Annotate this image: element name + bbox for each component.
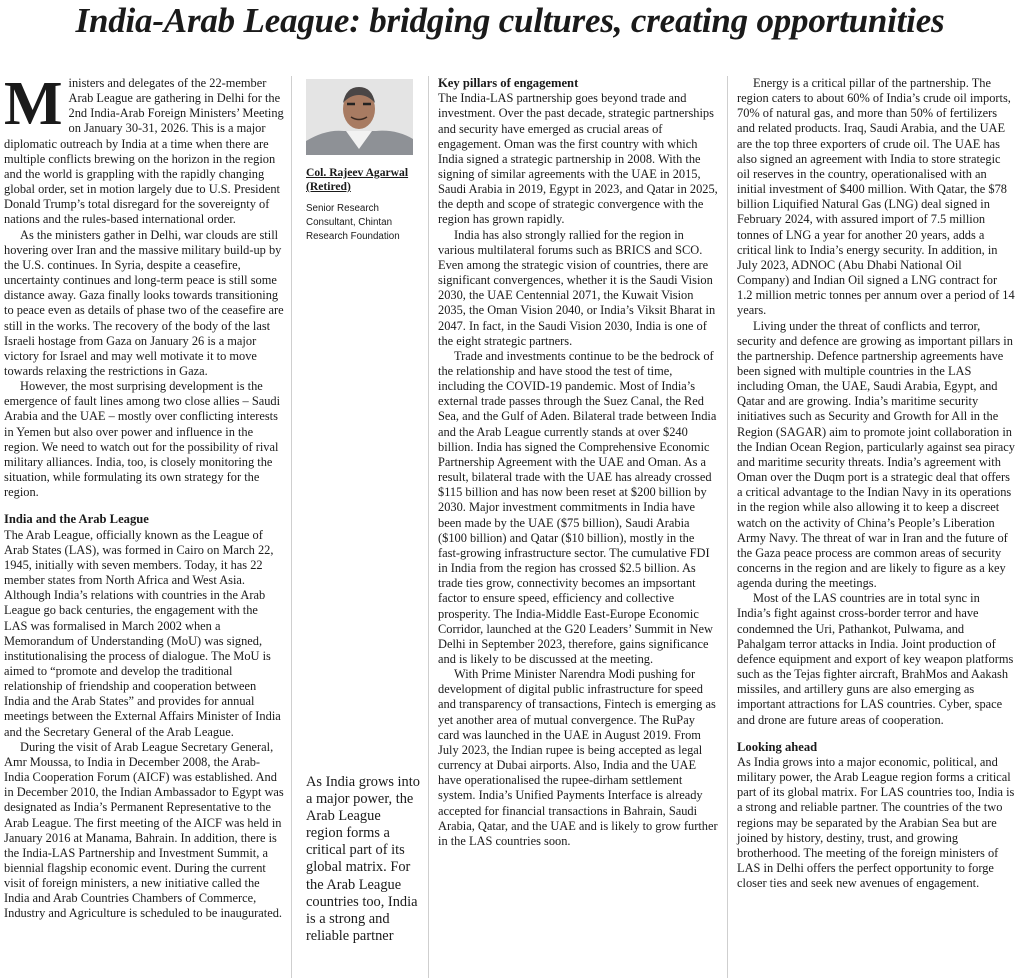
column-divider	[428, 76, 429, 978]
column-divider	[727, 76, 728, 978]
article-column-4	[737, 76, 1015, 891]
author-name: Col. Rajeev Agarwal (Retired)	[306, 166, 409, 193]
paragraph: As the ministers gather in Delhi, war clouds are still hovering over Iran and the massive military build-up by the U.S. continues. In Syria, despite a ceasefire, uncertainty continues and long-term peace is still some distance away. Gaza finally looks towards transitioning to peace even as details of phase two of the ceasefire are still in the works. The recovery of the body of the last Israeli hostage from Gaza on January 26 is a major victory for Israel and may well motivate it to move towards relaxing the restrictions in Gaza.	[4, 227, 284, 378]
paragraph: As India grows into a major economic, political, and military power, the Arab League region forms a critical part of its global matrix. For LAS countries too, India is a strong and reliable partner. The countries of the two regions may be separated by the Arabian Sea but are joined by history, destiny, trust, and growing brotherhood. The meeting of the foreign ministers of LAS in Delhi offers the perfect opportunity to forge closer ties and seek new avenues of engagement.	[737, 754, 1015, 891]
article-column-3	[438, 76, 718, 849]
paragraph: Most of the LAS countries are in total sync in India’s fight against cross-border terror and have condemned the Uri, Pathankot, Pulwama, and Pahalgam terror attacks in India. Joint production of defence equipment and export of key weapon platforms such as the Tejas fighter aircraft, BrahMos and Aakash missiles, and artillery guns are also emerging as important attractions for LAS countries. Cyber, space and drone are future areas of cooperation.	[737, 591, 1014, 727]
paragraph: Energy is a critical pillar of the partnership. The region caters to about 60% of India’s crude oil imports, 70% of natural gas, and more than 50% of fertilizers and related products. Iraq, Saudi Arabia, and the UAE are the top three exporters of crude oil. The UAE has also signed an agreement with India to store strategic oil reserves in the country, operationalised with an initial investment of $400 million. With Qatar, the $78 billion Liquified Natural Gas (LNG) deal signed in February 2024, with assured import of 7.5 million tonnes of LNG a year for another 20 years, adds a critical link to India’s energy security. In addition, in July 2023, ADNOC (Abu Dhabi National Oil Company) and Indian Oil signed a LNG contract for 1.2 million metric tonnes per annum over a period of 14 years.	[737, 76, 1015, 318]
section-heading: India and the Arab League	[4, 512, 149, 527]
paragraph: Living under the threat of conflicts and terror, security and defence are growing as important pillars in the partnership. Defence partnership agreements have been signed with multiple countries in the LAS including Oman, the UAE, Saudi Arabia, Egypt, and Qatar and are growing. India’s maritime security initiatives such as Security and Growth for All in the Region (SAGAR) aim to promote joint collaboration in the Indian Ocean Region, particularly against sea piracy and maritime security threats. India’s agreement with Oman over the Duqm port is a strategic deal that offers a critical advantage to the Indian Navy in its operations in the region while also allowing it to keep a discreet watch on the activity of China’s People’s Liberation Army Navy. The threat of war in Iran and the future of the Gaza peace process are common areas of security concerns in the region and are likely to figure as a key agenda during the meetings.	[737, 318, 1015, 591]
paragraph: The Arab League, officially known as the League of Arab States (LAS), was formed in Cairo on March 22, 1945, initially with seven members. Today, it has 22 member states from North Africa and West Asia. Although India’s relations with countries in the Arab League go back centuries, the engagement with the LAS was formalised in March 2002 when a Memorandum of Understanding (MoU) was signed, institutionalising the process of dialogue. The MoU is aimed to “promote and develop the traditional relationship of friendship and cooperation between India and the Arab States” and provides for annual meetings between the External Affairs Minister of India and the Secretary General of the Arab League.	[4, 527, 281, 739]
article-column-1	[4, 70, 284, 922]
paragraph: With Prime Minister Narendra Modi pushing for development of digital public infrastructure for speed and transparency of transactions, Fintech is emerging as yet another area of mutual convergence. The RuPay card was launched in the UAE in August 2019. From July 2023, the Indian rupee is being accepted as legal currency at Dubai airports. Also, India and the UAE have operationalised the rupee-dirham settlement system. India’s Unified Payments Interface is already accepted for financial transactions in Bahrain, Saudi Arabia, Qatar, and the UAE and is likely to grow further in the LAS countries soon.	[438, 667, 718, 848]
author-photo	[306, 79, 413, 155]
paragraph: India has also strongly rallied for the region in various multilateral forums such as BRICS and SCO. Even among the strategic vision of countries, there are significant convergences, whether it is the Saudi Vision 2030, the UAE Centennial 2071, the Kuwait Vision 2035, the Oman Vision 2040, or India’s Viksit Bharat in 2047. In fact, in the Saudi Vision 2030, India is one of the eight strategic partners.	[438, 227, 716, 348]
pull-quote: As India grows into a major power, the Arab League region forms a critical part of its global matrix. For the Arab League countries too, India is a strong and reliable partner	[306, 774, 420, 944]
paragraph: However, the most surprising development is the emergence of fault lines among two close allies – Saudi Arabia and the UAE – mostly over conflicting interests in Yemen but also over power and influence in the region. We need to watch out for the possibility of rival military alliances. India, too, is closely monitoring the situation, while formulating its own strategy for the region.	[4, 379, 281, 500]
paragraph: Trade and investments continue to be the bedrock of the relationship and have stood the test of time, including the COVID-19 pandemic. Most of India’s external trade passes through the Suez Canal, the Red Sea, and the Gulf of Aden. Bilateral trade between India and the Arab League currently stands at over $240 billion. India has signed the Comprehensive Economic Partnership Agreement with the UAE and Oman. As a result, bilateral trade with the UAE has already crossed $115 billion and has now been reset at $200 billion by 2030. Major investment commitments in India have been made by the UAE ($75 billion), Saudi Arabia ($100 billion) and Qatar ($10 billion), mostly in the fast-growing infrastructure sector. The cumulative FDI in India from the region has crossed $2.5 billion. As trade ties grow, connectivity becomes an impsortant factor to ensure speed, efficiency and collective prosperity. The India-Middle East-Europe Economic Corridor, launched at the G20 Leaders’ Summit in New Delhi in September 2023, therefore, gains significance and is likely to be discussed at the meeting.	[438, 348, 717, 666]
paragraph: During the visit of Arab League Secretary General, Amr Moussa, to India in December 2008, the Arab-India Cooperation Forum (AICF) was established. And in December 2010, the Indian Ambassador to Egypt was designated as India’s Permanent Representative to the Arab League. The first meeting of the AICF was held in January 2016 at Manama, Bahrain. In addition, there is the India-LAS Partnership and Investment Summit, a biennial flagship economic event. During the current visit of foreign ministers, a new initiative called the India and Arab Countries Chambers of Commerce, Industry and Agriculture is scheduled to be inaugurated.	[4, 739, 284, 921]
paragraph	[4, 70, 284, 228]
drop-cap: M	[4, 70, 63, 138]
section-heading: Key pillars of engagement	[438, 76, 579, 90]
section-heading: Looking ahead	[737, 739, 818, 754]
portrait-image	[306, 79, 413, 155]
headline: India-Arab League: bridging cultures, creating opportunities	[75, 1, 945, 40]
paragraph-text: inisters and delegates of the 22-member Arab League are gathering in Delhi for the 2nd India-Arab Foreign Ministers’ Meeting on January 30-31, 2026. This is a major diplomatic outreach by India at a time when there are multiple conflicts brewing on the horizon in the region and the world is grappling with the rapidly changing global order, set in motion largely due to U.S. President Donald Trump’s total disregard for the sovereignty of nations and the rules-based international order.	[4, 76, 284, 227]
column-divider	[291, 76, 292, 978]
author-designation: Senior Research Consultant, Chintan Research Foundation	[306, 203, 400, 243]
paragraph: The India-LAS partnership goes beyond trade and investment. Over the past decade, strategic partnerships and security have emerged as crucial areas of engagement. Oman was the first country with which India signed a strategic partnership in 2008. With the signing of similar agreements with the UAE in 2015, Saudi Arabia in 2019, Egypt in 2023, and Qatar in 2025, the depth and scope of strategic convergence with the region has grown rapidly.	[438, 91, 718, 227]
